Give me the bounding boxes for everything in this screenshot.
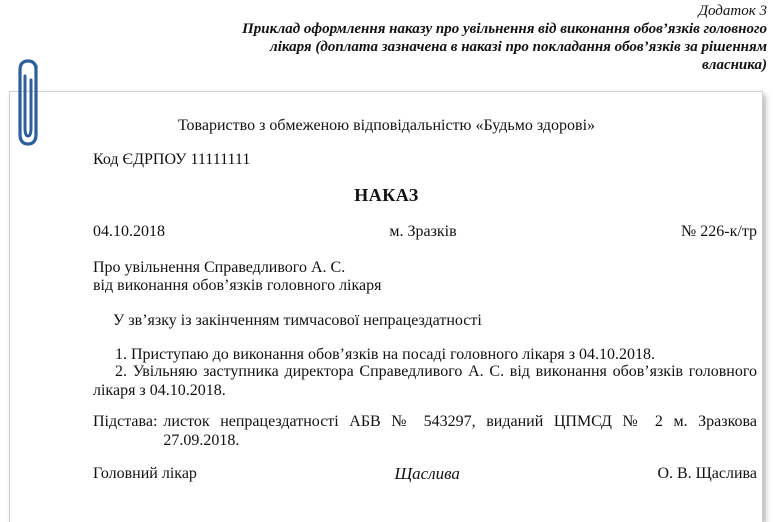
- order-item-2: 2. Увільняю заступника директора Справедливого А. С. від виконання обов’язків головного лікаря з 04.10.2018.: [93, 363, 757, 399]
- paperclip-icon: [10, 56, 50, 152]
- signer-position: Головний лікар: [93, 465, 197, 482]
- order-item-1: 1. Приступаю до виконання обов’язків на посаді головного лікаря з 04.10.2018.: [115, 346, 656, 363]
- organization-name: Товариство з обмеженою відповідальністю «Будьмо здорові»: [177, 117, 596, 134]
- subject-line-1: Про увільнення Справедливого А. С.: [93, 259, 346, 276]
- document-title: НАКАЗ: [354, 185, 419, 205]
- order-number: № 226-к/тр: [681, 223, 757, 240]
- basis-block: [93, 412, 757, 450]
- order-date: 04.10.2018: [93, 223, 165, 240]
- signer-name: О. В. Щаслива: [657, 465, 757, 482]
- signature-row: [93, 464, 757, 484]
- basis-label: Підстава:: [93, 413, 158, 430]
- order-place: м. Зразків: [389, 223, 457, 240]
- order-meta-row: [93, 222, 757, 242]
- example-caption: Приклад оформлення наказу про увільнення від виконання обов’язків головного лікаря (доплата зазначена в наказі про покладання обов’язків за рішенням власника): [242, 21, 767, 73]
- preamble: У зв’язку із закінченням тимчасової непрацездатності: [113, 312, 482, 329]
- addendum-label: Додаток 3: [698, 3, 767, 19]
- basis-text: листок непрацездатності АБВ № 543297, виданий ЦПМСД № 2 м. Зразкова 27.09.2018.: [163, 413, 757, 449]
- edrpou-code: Код ЄДРПОУ 11111111: [93, 151, 251, 168]
- subject-line-2: від виконання обов’язків головного лікаря: [93, 277, 382, 294]
- handwritten-signature: Щаслива: [394, 464, 460, 483]
